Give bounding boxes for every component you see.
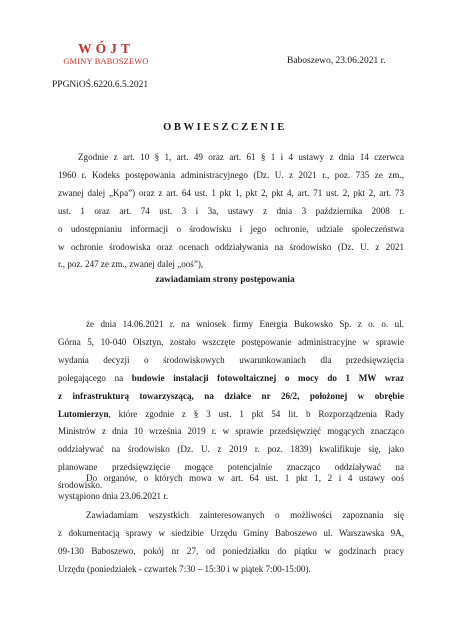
- stamp-title: WÓJT: [78, 41, 134, 56]
- reference-number: PPGNiOŚ.6220.6.5.2021: [52, 80, 149, 90]
- intro-paragraph: [58, 149, 404, 274]
- closing-line: 09-130 Baboszewo, pokój nr 27, od poniedziałku do piątku w godzinach pracy: [58, 545, 404, 556]
- intro-line: 1960 r. Kodeks postępowania administracyjnego (Dz. U. z 2021 r., poz. 735 ze zm.,: [58, 169, 404, 180]
- organs-line: Do organów, o których mowa w art. 64 ust. 1 pkt 1, 2 i 4 ustawy ooś: [86, 473, 404, 483]
- stamp-subtitle: GMINY BABOSZEWO: [63, 56, 149, 66]
- project-description-bold: budowie instalacji fotowoltaicznej o mocy do 1 MW wraz: [131, 372, 404, 383]
- notice-heading: zawiadamiam strony postępowania: [155, 275, 295, 285]
- closing-line: z dokumentacją sprawy w siedzibie Urzędu Gminy Baboszewo ul. Warszawska 9A,: [58, 527, 404, 538]
- intro-line: zwanej dalej „Kpa”) oraz z art. 64 ust. 1 pkt 1, pkt 2, pkt 4, art. 71 ust. 2, pkt 2, art. 73: [58, 187, 404, 198]
- body-line: [58, 388, 404, 406]
- intro-line: Zgodnie z art. 10 § 1, art. 49 oraz art. 61 § 1 i 4 ustawy z dnia 14 czerwca: [78, 152, 404, 162]
- project-location-bold: Lutomierzyn: [58, 408, 109, 419]
- body-line: że dnia 14.06.2021 r. na wniosek firmy Energia Bukowsko Sp. z o. o. ul.: [86, 319, 404, 329]
- place-date: Baboszewo, 23.06.2021 r.: [287, 56, 386, 66]
- closing-paragraph: [58, 507, 404, 579]
- body-line: planowane przedsięwzięcie mogące potencjalnie znacząco oddziaływać na: [58, 462, 404, 473]
- organs-line: wystąpiono dnia 23.06.2021 r.: [58, 490, 169, 501]
- body-line: polegającego na budowie instalacji fotowoltaicznej o mocy do 1 MW wraz: [58, 372, 404, 383]
- body-paragraph: [58, 316, 404, 495]
- document-title: OBWIESZCZENIE: [163, 122, 287, 133]
- organs-paragraph: [58, 470, 404, 506]
- body-line: Lutomierzyn, które zgodnie z § 3 ust. 1 pkt 54 lit. b Rozporządzenia Rady: [58, 408, 404, 419]
- body-line: oddziaływać na środowisko (Dz. U. z 2019 r. poz. 1839) kwalifikuje się, jako: [58, 444, 404, 455]
- closing-line: Zawiadamiam wszystkich zainteresowanych o możliwości zapoznania się: [86, 510, 404, 520]
- intro-line: w ochronie środowiska oraz ocenach oddziaływania na środowisko (Dz. U. z 2021: [58, 241, 404, 252]
- closing-line: Urzędu (poniedziałek - czwartek 7:30 – 15:30 i w piątek 7:00-15:00).: [58, 563, 311, 574]
- body-line: Górna 5, 10-040 Olsztyn, zostało wszczęte postępowanie administracyjne w sprawie: [58, 336, 404, 347]
- intro-line: ust. 1 oraz art. 74 ust. 3 i 3a, ustawy z dnia 3 października 2008 r.: [58, 205, 404, 216]
- project-description-bold: z infrastrukturą towarzyszącą, na działce nr 26/2, położonej w obrębie: [58, 390, 404, 401]
- intro-line: r., poz. 247 ze zm., zwanej dalej „ooś”),: [58, 259, 204, 270]
- body-line: wydania decyzji o środowiskowych uwarunkowaniach dla przedsięwzięcia: [58, 354, 404, 365]
- intro-line: o udostępnianiu informacji o środowisku i jego ochronie, udziale społeczeństwa: [58, 223, 404, 234]
- body-line: środowisko.: [58, 480, 103, 491]
- office-stamp: [56, 42, 156, 66]
- body-line: Ministrów z dnia 10 września 2019 r. w sprawie przedsięwzięć mogących znacząco: [58, 426, 404, 437]
